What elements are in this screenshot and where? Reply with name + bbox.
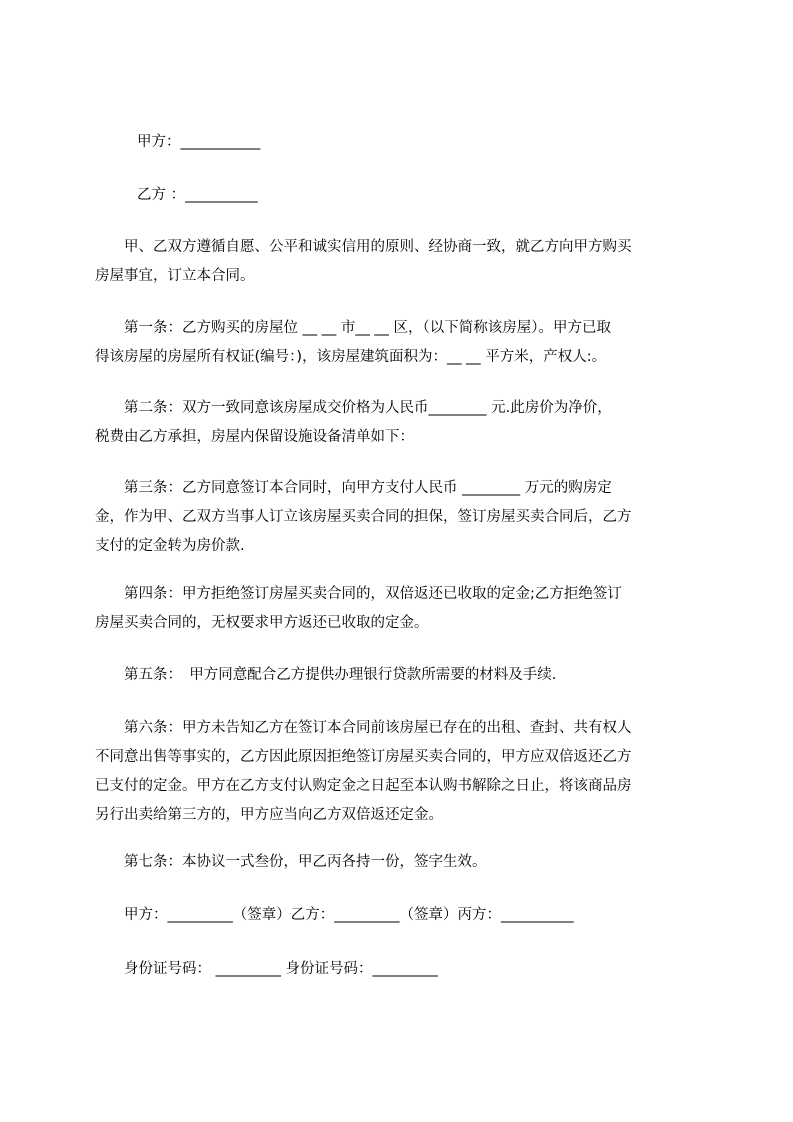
article-3-line-1: 第三条：乙方同意签订本合同时，向甲方支付人民币 ________ 万元的购房定 — [95, 480, 612, 496]
article-2-line-1: 第二条：双方一致同意该房屋成交价格为人民币________ 元.此房价为净价， — [95, 400, 612, 416]
article-3-line-2: 金，作为甲、乙双方当事人订立该房屋买卖合同的担保，签订房屋买卖合同后，乙方 — [95, 509, 632, 525]
signature-block — [95, 901, 705, 930]
party-b-line — [95, 184, 705, 206]
article-6-line-4: 另行出卖给第三方的，甲方应当向乙方双倍返还定金。 — [95, 807, 443, 823]
article-7-line-1: 第七条：本协议一式叁份，甲乙丙各持一份，签字生效。 — [95, 854, 487, 870]
id-number-line: 身份证号码： _________ 身份证号码：_________ — [95, 961, 438, 977]
article-6-line-2: 不同意出售等事实的，乙方因此原因拒绝签订房屋买卖合同的，甲方应双倍返还乙方 — [95, 749, 632, 765]
intro-paragraph — [95, 233, 705, 291]
article-1-line-2: 得该房屋的房屋所有权证(编号：)，该房屋建筑面积为：__ __ 平方米，产权人:。 — [95, 349, 607, 365]
article-4-line-1: 第四条：甲方拒绝签订房屋买卖合同的，双倍返还已收取的定金;乙方拒绝签订 — [95, 586, 622, 602]
article-1 — [95, 314, 705, 372]
article-6-line-3: 已支付的定金。甲方在乙方支付认购定金之日起至本认购书解除之日止，将该商品房 — [95, 778, 632, 794]
article-3-line-3: 支付的定金转为房价款. — [95, 538, 245, 554]
article-1-line-1: 第一条：乙方购买的房屋位 __ __ 市__ __ 区，（以下简称该房屋）。甲方已取 — [95, 320, 612, 336]
party-b-text: 乙方 ：__________ — [137, 187, 258, 203]
article-5-line-1: 第五条： 甲方同意配合乙方提供办理银行贷款所需要的材料及手续. — [95, 667, 557, 683]
article-2-line-2: 税费由乙方承担，房屋内保留设施设备清单如下： — [95, 429, 414, 445]
article-4 — [95, 580, 705, 638]
article-6-line-1: 第六条：甲方未告知乙方在签订本合同前该房屋已存在的出租、查封、共有权人 — [95, 720, 632, 736]
article-5 — [95, 661, 705, 690]
article-3 — [95, 474, 705, 561]
article-2 — [95, 394, 705, 452]
id-number-block — [95, 955, 705, 984]
article-6 — [95, 714, 705, 830]
intro-line-2: 房屋事宜，订立本合同。 — [95, 268, 255, 284]
article-4-line-2: 房屋买卖合同的，无权要求甲方返还已收取的定金。 — [95, 615, 429, 631]
article-7 — [95, 848, 705, 877]
party-a-line — [95, 131, 705, 153]
signature-line: 甲方：_________（签章）乙方：_________（签章）丙方：__________ — [95, 907, 574, 923]
intro-line-1: 甲、乙双方遵循自愿、公平和诚实信用的原则、经协商一致，就乙方向甲方购买 — [95, 239, 632, 255]
party-a-text: 甲方：___________ — [137, 134, 261, 150]
